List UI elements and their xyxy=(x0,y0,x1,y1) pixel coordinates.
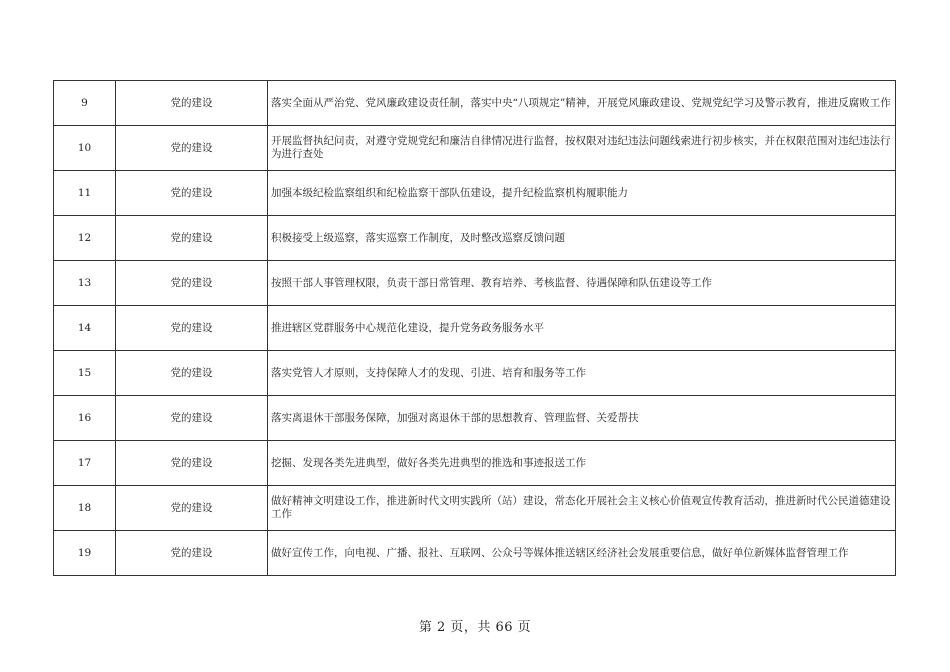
table-row xyxy=(54,396,896,441)
row-number: 10 xyxy=(54,126,116,171)
row-category: 党的建设 xyxy=(116,531,268,576)
row-category: 党的建设 xyxy=(116,486,268,531)
row-category: 党的建设 xyxy=(116,81,268,126)
row-content: 落实离退休干部服务保障，加强对离退休干部的思想教育、管理监督、关爱帮扶 xyxy=(268,396,896,441)
row-category: 党的建设 xyxy=(116,126,268,171)
row-number: 18 xyxy=(54,486,116,531)
table-row xyxy=(54,216,896,261)
row-number: 16 xyxy=(54,396,116,441)
row-content: 落实党管人才原则，支持保障人才的发现、引进、培育和服务等工作 xyxy=(268,351,896,396)
row-content: 落实全面从严治党、党风廉政建设责任制，落实中央“八项规定”精神，开展党风廉政建设、党规党纪学习及警示教育，推进反腐败工作 xyxy=(268,81,896,126)
row-content: 推进辖区党群服务中心规范化建设，提升党务政务服务水平 xyxy=(268,306,896,351)
row-number: 12 xyxy=(54,216,116,261)
row-number: 19 xyxy=(54,531,116,576)
row-category: 党的建设 xyxy=(116,261,268,306)
table-row xyxy=(54,486,896,531)
row-category: 党的建设 xyxy=(116,396,268,441)
table-row xyxy=(54,306,896,351)
table-row xyxy=(54,126,896,171)
table-row xyxy=(54,351,896,396)
table-row xyxy=(54,531,896,576)
row-category: 党的建设 xyxy=(116,441,268,486)
row-content: 积极接受上级巡察，落实巡察工作制度，及时整改巡察反馈问题 xyxy=(268,216,896,261)
row-category: 党的建设 xyxy=(116,351,268,396)
table-row xyxy=(54,81,896,126)
row-content: 按照干部人事管理权限，负责干部日常管理、教育培养、考核监督、待遇保障和队伍建设等工作 xyxy=(268,261,896,306)
table-row xyxy=(54,441,896,486)
page-number: 第 2 页，共 66 页 xyxy=(418,620,532,635)
row-number: 13 xyxy=(54,261,116,306)
table-body xyxy=(54,81,896,576)
row-number: 11 xyxy=(54,171,116,216)
row-number: 14 xyxy=(54,306,116,351)
duty-table xyxy=(53,80,896,576)
row-number: 17 xyxy=(54,441,116,486)
row-content: 加强本级纪检监察组织和纪检监察干部队伍建设，提升纪检监察机构履职能力 xyxy=(268,171,896,216)
row-content: 开展监督执纪问责，对遵守党规党纪和廉洁自律情况进行监督，按权限对违纪违法问题线索进行初步核实，并在权限范围对违纪违法行为进行查处 xyxy=(268,126,896,171)
row-number: 15 xyxy=(54,351,116,396)
row-category: 党的建设 xyxy=(116,171,268,216)
table-row xyxy=(54,171,896,216)
row-category: 党的建设 xyxy=(116,216,268,261)
row-content: 做好精神文明建设工作，推进新时代文明实践所（站）建设，常态化开展社会主义核心价值观宣传教育活动，推进新时代公民道德建设工作 xyxy=(268,486,896,531)
row-number: 9 xyxy=(54,81,116,126)
row-content: 挖掘、发现各类先进典型，做好各类先进典型的推选和事迹报送工作 xyxy=(268,441,896,486)
row-content: 做好宣传工作，向电视、广播、报社、互联网、公众号等媒体推送辖区经济社会发展重要信息，做好单位新媒体监督管理工作 xyxy=(268,531,896,576)
table-row xyxy=(54,261,896,306)
row-category: 党的建设 xyxy=(116,306,268,351)
